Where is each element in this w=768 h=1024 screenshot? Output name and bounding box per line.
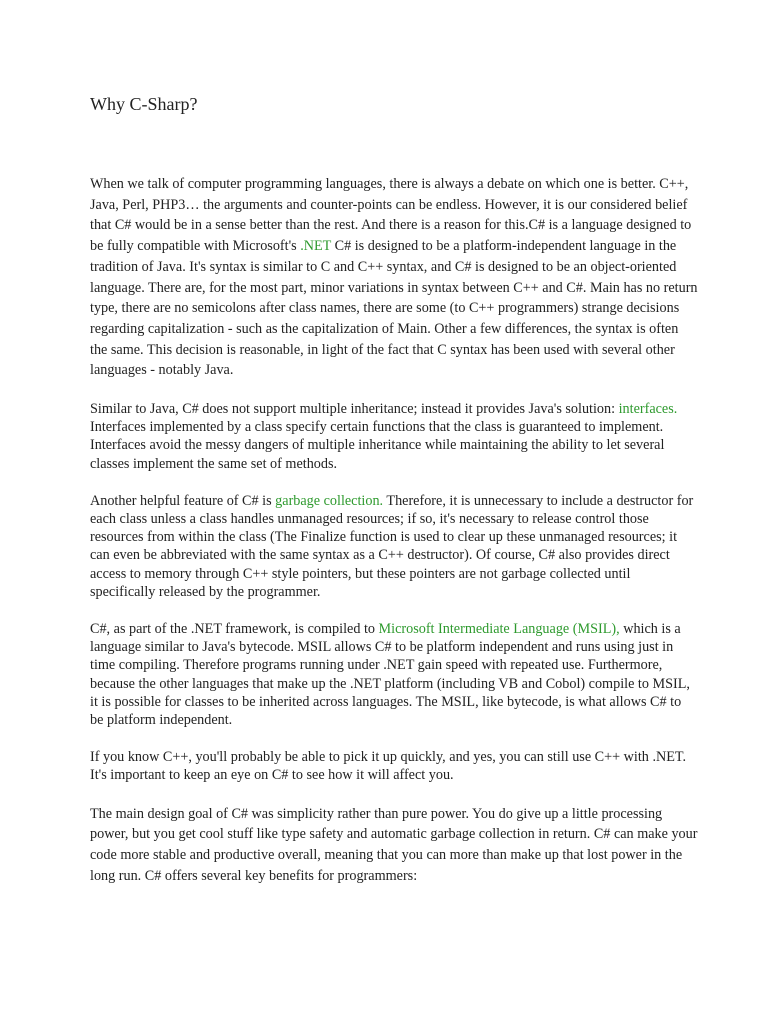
paragraph-text: Therefore, it is unnecessary to include a destructor for each class unless a class handles unmanaged resources; if so, it's necessary to release control those resources from within the class (The Finalize function is used to clear up these unmanaged resources; it can even be abbreviated with the same syntax as a C++ destructor). Of course, C# also provides direct access to memory through C++ style pointers, but these pointers are not garbage collected until specifically released by the programmer.	[90, 492, 694, 600]
paragraph-text: Interfaces implemented by a class specify certain functions that the class is guaranteed to implement. Interfaces avoid the messy dangers of multiple inheritance while maintaining the ability to let several classes implement the same set of methods.	[90, 419, 665, 472]
paragraph-design-goal: The main design goal of C# was simplicity rather than pure power. You do give up a little processing power, but you get cool stuff like type safety and automatic garbage collection in return. C# can make your code more stable and productive overall, meaning that you can more than make up that lost power in the long run. C# offers several key benefits for programmers:	[90, 805, 698, 884]
paragraph-cpp: If you know C++, you'll probably be able to pick it up quickly, and yes, you can still use C++ with .NET. It's important to keep an eye on C# to see how it will affect you.	[90, 749, 687, 784]
garbage-collection-link[interactable]: garbage collection.	[275, 492, 384, 509]
paragraph-text: C# is designed to be a platform-independent language in the tradition of Java. It's syntax is similar to C and C++ syntax, and C# is designed to be an object-oriented language. There are, for the most part, minor variations in syntax between C++ and C#. Main has no return type, there are no semicolons after class names, there are some (to C++ programmers) strange decisions regarding capitalization - such as the capitalization of Main. Other a few differences, the syntax is often the same. This decision is reasonable, in light of the fact that C syntax has been used with several other languages - notably Java.	[90, 238, 698, 379]
msil-link[interactable]: Microsoft Intermediate Language (MSIL),	[378, 621, 620, 638]
paragraph-msil	[90, 620, 698, 729]
paragraph-intro	[90, 174, 698, 381]
paragraph-text: When we talk of computer programming languages, there is always a debate on which one is better. C++, Java, Perl, PHP3… the arguments and counter-points can be endless. However, it is our considered belief that C# would be in a sense better than the rest. And there is a reason for this.C# is a language designed to be fully compatible with Microsoft's	[90, 176, 692, 255]
interfaces-link[interactable]: interfaces.	[618, 401, 678, 418]
paragraph-text: Similar to Java, C# does not support multiple inheritance; instead it provides Java's solution:	[90, 401, 619, 418]
paragraph-inheritance	[90, 400, 698, 473]
dotnet-link[interactable]: .NET	[300, 238, 332, 255]
paragraph-text: Another helpful feature of C# is	[90, 492, 276, 509]
paragraph-garbage-collection	[90, 492, 698, 601]
page-title: Why C-Sharp?	[90, 94, 198, 114]
paragraph-text: which is a language similar to Java's bytecode. MSIL allows C# to be platform independent and runs using just in time compiling. Therefore programs running under .NET gain speed with repeated use. Furthermore, because the other languages that make up the .NET platform (including VB and Cobol) compile to MSIL, it is possible for classes to be inherited across languages. The MSIL, like bytecode, is what allows C# to be platform independent.	[90, 621, 690, 729]
paragraph-text: C#, as part of the .NET framework, is compiled to	[90, 621, 379, 638]
